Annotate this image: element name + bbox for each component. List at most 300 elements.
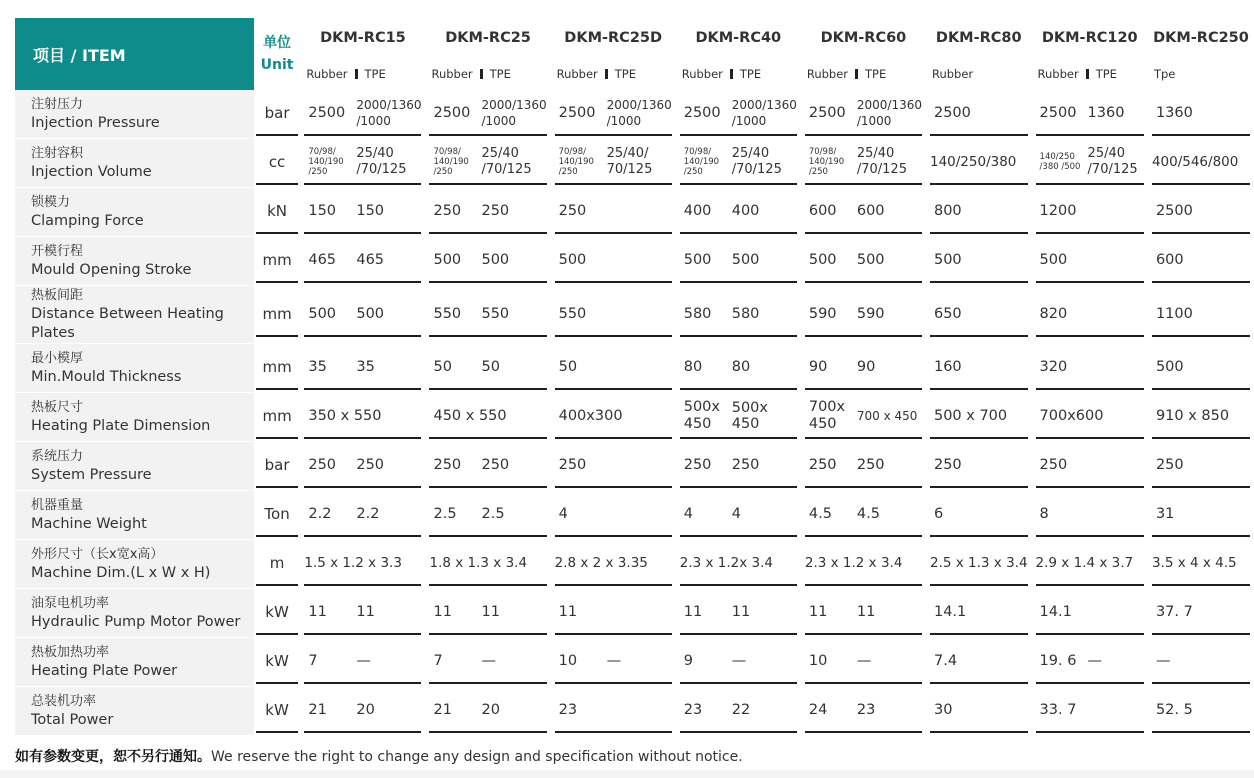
value-text: 80 [683,359,703,375]
item-cell [15,90,254,139]
item-cell [15,442,254,491]
material-header [300,58,425,90]
value-group [1152,141,1250,185]
value-group [930,689,1028,733]
value-text: 1.5 x 1.2 x 3.3 [304,555,402,571]
item-name-en: Min.Mould Thickness [31,369,182,385]
value-text: 250 [1155,457,1184,473]
value-text: 31 [1155,506,1175,522]
value-group [680,141,797,185]
value-text: 2.3 x 1.2x 3.4 [679,555,773,571]
item-name-en: Distance Between Heating Plates [31,306,224,341]
item-cell [15,286,254,344]
unit-value: mm [256,395,299,439]
value-text: 250 [856,457,885,473]
material-header [801,58,926,90]
value-cell [676,393,801,442]
value-text: 4 [683,506,693,522]
table-row [15,344,1254,393]
value-text: 500 [433,252,462,268]
value-group [930,190,1028,234]
value-cell [551,491,676,540]
value-group [304,591,421,635]
value-text: 400 [731,203,760,219]
value-cell [551,237,676,286]
item-name-zh: 油泵电机功率 [31,596,110,611]
value-text: 590 [856,305,885,322]
unit-cell [254,638,301,687]
value-text: 4 [558,506,568,522]
value-cell [926,393,1032,442]
separator-bar [1086,69,1089,79]
spec-body [15,90,1254,736]
unit-value: mm [256,346,299,390]
value-text: 400/546/800 [1151,154,1239,170]
value-group [1036,542,1144,586]
value-group [680,689,797,733]
unit-cell [254,237,301,286]
value-group [304,444,421,488]
table-row [15,393,1254,442]
value-text: 2500 [808,105,846,122]
value-cell [300,237,425,286]
value-group [555,444,672,488]
unit-value: m [256,542,299,586]
value-group [1036,190,1144,234]
footer-note-en: We reserve the right to change any design and specification without notice. [211,749,743,765]
value-text: 70/98/ 140/190 /250 [808,147,845,177]
model-header: DKM-RC25 [445,30,531,46]
value-group [805,141,922,185]
value-text: 20 [481,702,500,718]
separator-bar [480,69,483,79]
value-text: 250 [933,457,962,473]
material-label: Rubber [681,67,723,81]
model-header: DKM-RC250 [1153,30,1249,46]
unit-value: kW [256,689,299,733]
value-cell [300,442,425,491]
value-group [930,141,1028,185]
value-text: 20 [356,702,375,718]
value-cell [801,491,926,540]
value-text: 500 [308,305,337,322]
value-cell [551,638,676,687]
unit-value: cc [256,141,299,185]
item-cell [15,237,254,286]
value-group [930,542,1028,586]
item-name-en: Heating Plate Power [31,663,178,679]
value-group [1152,92,1250,136]
value-cell [300,139,425,188]
value-text: 250 [731,457,760,473]
value-text: 11 [856,604,876,620]
item-name-en: Machine Dim.(L x W x H) [31,565,211,581]
value-group [930,293,1028,337]
value-cell [551,687,676,736]
value-text: 250 [1039,457,1068,473]
value-cell [1032,393,1148,442]
value-cell [425,442,550,491]
value-text: 25/40 /70/125 [856,146,907,177]
value-cell [926,344,1032,393]
value-group [1152,293,1250,337]
value-cell [1148,90,1254,139]
value-text: 25/40 /70/125 [731,146,782,177]
model-header: DKM-RC40 [695,30,782,46]
material-label: TPE [865,67,887,81]
value-group [680,640,797,684]
value-text: 500 [731,252,760,268]
value-text: 70/98/ 140/190 /250 [558,147,594,177]
value-group [930,591,1028,635]
value-cell [801,344,926,393]
value-cell [801,540,926,589]
value-cell [801,638,926,687]
model-header: DKM-RC60 [820,30,907,46]
value-group [1036,346,1144,390]
material-header [551,58,676,90]
value-cell [551,344,676,393]
unit-cell [254,491,301,540]
value-text: 30 [933,702,953,718]
value-cell [551,139,676,188]
value-cell [1148,237,1254,286]
value-cell [1032,237,1148,286]
value-group [429,493,546,537]
value-cell [551,188,676,237]
unit-header-en: Unit [260,57,294,73]
spec-table [15,18,1254,736]
value-text: 250 [558,203,587,219]
value-text: 25/40 /70/125 [356,146,407,177]
value-cell [300,638,425,687]
value-cell [1032,589,1148,638]
value-cell [926,139,1032,188]
separator-bar [855,69,858,79]
value-text: 24 [808,702,828,718]
value-cell [801,139,926,188]
value-cell [676,540,801,589]
value-text: 2500 [933,105,971,122]
value-text: 11 [481,604,500,620]
material-label: Rubber [431,67,473,81]
value-group [680,591,797,635]
value-cell [551,442,676,491]
value-group [429,141,546,185]
unit-value: Ton [256,493,299,537]
value-group [1036,640,1144,684]
value-cell [1032,286,1148,344]
value-text: 250 [433,457,462,473]
value-cell [801,90,926,139]
value-group [429,591,546,635]
value-text: 250 [808,457,837,473]
value-group [1036,92,1144,136]
value-text: 450 x 550 [433,408,507,424]
value-text: 650 [933,305,962,322]
value-cell [1148,188,1254,237]
separator-bar [605,69,608,79]
value-group [304,493,421,537]
value-text: 2.2 [356,506,380,522]
value-cell [1032,540,1148,589]
separator-bar [730,69,733,79]
item-name-zh: 锁模力 [31,195,71,210]
value-text: 160 [933,359,962,375]
value-group [805,92,922,136]
value-group [1152,395,1250,439]
value-group [304,92,421,136]
value-cell [425,237,550,286]
value-text: 70/98/ 140/190 /250 [683,147,720,177]
value-text: 2.5 [481,506,505,522]
model-header-row [15,18,1254,58]
item-cell [15,188,254,237]
value-text: 550 [481,305,510,322]
value-group [930,239,1028,283]
value-cell [425,393,550,442]
value-group [555,92,672,136]
value-cell [1148,139,1254,188]
value-cell [926,540,1032,589]
value-text: 500 [1039,252,1068,268]
value-cell [300,188,425,237]
value-text: 11 [808,604,828,620]
separator-bar [355,69,358,79]
value-text: 600 [808,203,837,219]
value-text: 250 [356,457,385,473]
value-group [429,689,546,733]
value-cell [676,237,801,286]
value-group [1036,493,1144,537]
value-text: 19. 6 [1039,653,1077,669]
value-text: 33. 7 [1039,702,1077,718]
item-name-en: Clamping Force [31,213,144,229]
value-text: 700 x 450 [856,409,918,423]
value-text: 90 [808,359,828,375]
value-text: 500 [356,305,385,322]
unit-cell [254,139,301,188]
unit-header [254,18,301,90]
item-name-en: Heating Plate Dimension [31,418,211,434]
value-group [805,239,922,283]
item-name-en: System Pressure [31,467,152,483]
value-cell [425,491,550,540]
value-cell [300,90,425,139]
table-row [15,188,1254,237]
value-group [680,293,797,337]
material-label: Rubber [806,67,849,81]
value-cell [551,90,676,139]
bottom-strip [0,770,1254,778]
value-group [680,444,797,488]
value-group [1036,689,1144,733]
value-text: 350 x 550 [308,408,382,424]
item-name-en: Injection Volume [31,164,152,180]
material-header [425,58,550,90]
value-text: 465 [356,252,385,268]
value-text: 11 [433,604,452,620]
item-cell [15,393,254,442]
footer-note-zh: 如有参数变更，恕不另行通知。 [15,749,211,765]
value-cell [300,687,425,736]
value-group [304,293,421,337]
value-text: 140/250 /380 /500 [1039,152,1081,172]
value-group [680,239,797,283]
unit-cell [254,344,301,393]
value-cell [676,139,801,188]
value-text: 70/98/ 140/190 /250 [433,147,469,177]
value-cell [801,393,926,442]
item-name-zh: 系统压力 [31,449,84,464]
value-cell [926,442,1032,491]
value-group [429,640,546,684]
model-header: DKM-RC15 [320,30,406,46]
value-cell [425,344,550,393]
value-text: 80 [731,359,751,375]
value-text: — [731,653,747,669]
value-text: 10 [808,653,828,669]
value-group [555,542,672,586]
value-text: 21 [433,702,452,718]
value-text: 25/40 /70/125 [1087,146,1138,177]
unit-cell [254,540,301,589]
value-group [805,190,922,234]
value-text: 6 [933,506,944,522]
value-text: 820 [1039,305,1068,322]
value-group [1036,591,1144,635]
material-label: TPE [489,67,511,81]
value-text: 90 [856,359,876,375]
value-cell [926,638,1032,687]
value-cell [676,442,801,491]
unit-value: kW [256,591,299,635]
value-group [930,444,1028,488]
value-text: 2000/1360 /1000 [856,98,922,129]
value-text: 250 [683,457,712,473]
value-group [805,346,922,390]
value-cell [676,687,801,736]
value-text: 800 [933,203,962,219]
value-text: 23 [558,702,578,718]
value-cell [425,139,550,188]
value-cell [551,540,676,589]
value-group [1036,239,1144,283]
value-group [1152,640,1250,684]
value-text: 50 [433,359,452,375]
value-text: 52. 5 [1155,702,1193,718]
item-name-en: Machine Weight [31,516,147,532]
value-text: 23 [683,702,703,718]
item-name-zh: 机器重量 [31,498,84,513]
value-text: 2.5 [433,506,457,522]
model-header: DKM-RC25D [564,30,663,46]
value-group [930,395,1028,439]
value-text: 550 [558,305,587,322]
value-cell [1148,491,1254,540]
value-group [555,239,672,283]
value-cell [1032,638,1148,687]
value-text: 400x300 [558,408,623,424]
value-text: 250 [481,203,510,219]
value-cell [1148,687,1254,736]
value-cell [425,286,550,344]
value-text: 320 [1039,359,1068,375]
table-row [15,442,1254,491]
value-group [805,542,922,586]
value-cell [1148,638,1254,687]
material-label: Rubber [556,67,598,81]
value-text: 11 [558,604,578,620]
value-cell [676,90,801,139]
value-group [930,346,1028,390]
value-text: 580 [731,305,760,322]
value-text: 150 [308,203,337,219]
value-text: 250 [481,457,510,473]
value-group [1036,293,1144,337]
value-text: 4.5 [808,506,832,522]
material-label: Rubber [931,67,974,81]
value-text: 500x 450 [731,400,768,432]
value-text: 250 [308,457,337,473]
value-text: 465 [308,252,337,268]
value-cell [425,589,550,638]
value-group [1152,239,1250,283]
value-text: 500 [808,252,837,268]
value-group [1036,444,1144,488]
value-cell [926,491,1032,540]
value-cell [425,687,550,736]
value-text: 700x600 [1039,408,1104,424]
value-cell [801,237,926,286]
item-name-zh: 外形尺寸（长x宽x高） [31,547,164,562]
value-group [429,293,546,337]
value-cell [926,237,1032,286]
value-group [1152,542,1250,586]
material-label: TPE [739,67,762,81]
value-cell [801,188,926,237]
value-text: 400 [683,203,712,219]
value-text: 7 [433,653,443,669]
value-text: 8 [1039,506,1049,522]
value-group [429,395,546,439]
item-cell [15,344,254,393]
item-name-zh: 注射压力 [31,97,84,112]
item-name-zh: 热板加热功率 [31,645,110,660]
value-group [1152,591,1250,635]
value-text: 11 [731,604,751,620]
value-text: 2000/1360 /1000 [356,98,422,129]
value-text: 1100 [1155,305,1193,322]
value-cell [676,589,801,638]
value-group [429,444,546,488]
value-group [680,493,797,537]
unit-value: bar [256,444,299,488]
value-text: 10 [558,653,578,669]
item-name-en: Mould Opening Stroke [31,262,192,278]
value-text: 2.8 x 2 x 3.35 [554,555,648,571]
value-text: 500 [856,252,885,268]
value-cell [300,393,425,442]
table-row [15,540,1254,589]
value-cell [425,540,550,589]
value-cell [676,188,801,237]
value-group [304,640,421,684]
value-group [805,293,922,337]
value-text: 500 x 700 [933,408,1008,424]
item-name-zh: 热板间距 [31,288,84,303]
value-group [555,640,672,684]
